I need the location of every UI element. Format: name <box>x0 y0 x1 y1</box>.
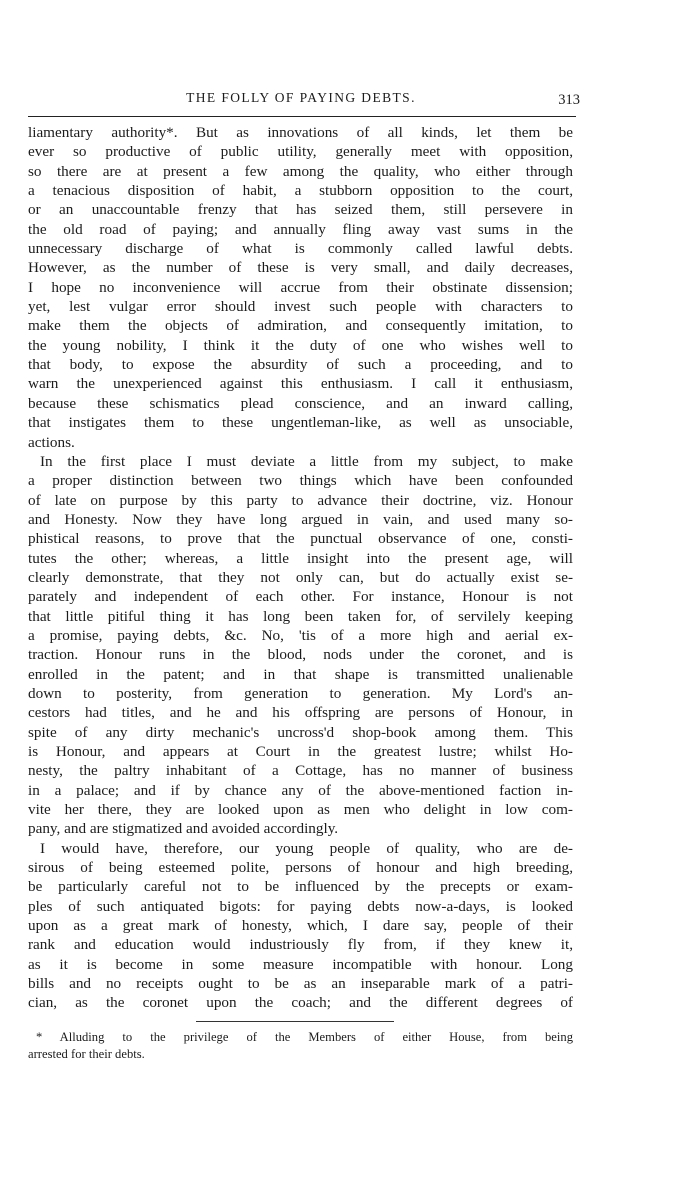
text-line: liamentary authority*. But as innovations of all kinds, let them be <box>28 124 573 141</box>
paragraph-first-line: I would have, therefore, our young people of quality, who are de- <box>40 839 573 857</box>
text-line: bills and no receipts ought to be as an inseparable mark of a patri- <box>28 975 573 993</box>
text-line: make them the objects of admiration, and consequently imitation, to <box>28 317 573 335</box>
text-line: a tenacious disposition of habit, a stubborn opposition to the court, <box>28 182 573 200</box>
footnote-line: * Alluding to the privilege of the Members of either House, from being <box>36 1030 573 1044</box>
text-line: the old road of paying; and annually fling away vast sums in the <box>28 220 573 238</box>
text-line: because these schismatics plead conscience, and an inward calling, <box>28 394 573 412</box>
text-line: of late on purpose by this party to advance their doctrine, viz. Honour <box>28 491 573 509</box>
text-line: is Honour, and appears at Court in the greatest lustre; whilst Ho- <box>28 743 573 760</box>
text-line: and Honesty. Now they have long argued in vain, and used many so- <box>28 510 573 528</box>
text-line: enrolled in the patent; and in that shape is transmitted unalienable <box>28 665 573 683</box>
text-line: a promise, paying debts, &c. No, 'tis of a more high and aerial ex- <box>28 626 573 644</box>
text-line: upon as a great mark of honesty, which, I dare say, people of their <box>28 917 573 935</box>
paragraph-end-line: pany, and are stigmatized and avoided accordingly. <box>28 820 339 838</box>
text-line: phistical reasons, to prove that the punctual observance of one, consti- <box>28 530 573 548</box>
text-line: sirous of being esteemed polite, persons of honour and high breeding, <box>28 859 573 877</box>
text-line: clearly demonstrate, that they not only can, but do actually exist se- <box>28 568 573 586</box>
text-line: a proper distinction between two things which have been confounded <box>28 472 573 490</box>
text-line: down to posterity, from generation to generation. My Lord's an- <box>28 684 573 702</box>
paragraph-end-line: actions. <box>28 433 75 451</box>
text-line: cestors had titles, and he and his offspring are persons of Honour, in <box>28 704 573 722</box>
text-line: that instigates them to these ungentleman-like, as well as unsociable, <box>28 414 573 432</box>
text-line: the young nobility, I think it the duty of one who wishes well to <box>28 336 573 354</box>
text-line: parately and independent of each other. For instance, Honour is not <box>28 588 573 606</box>
text-line: cian, as the coronet upon the coach; and the different degrees of <box>28 994 573 1012</box>
text-line: I hope no inconvenience will accrue from their obstinate dissension; <box>28 278 573 296</box>
text-line: be particularly careful not to be influenced by the precepts or exam- <box>28 878 573 896</box>
text-line: that little pitiful thing it has long been taken for, of servilely keeping <box>28 607 573 625</box>
text-line: ples of such antiquated bigots: for paying debts now-a-days, is looked <box>28 897 573 915</box>
page-number: 313 <box>558 92 580 108</box>
text-line: warn the unexperienced against this enthusiasm. I call it enthusiasm, <box>28 375 573 393</box>
text-line: However, as the number of these is very small, and daily decreases, <box>28 259 573 277</box>
paragraph-first-line: In the first place I must deviate a little from my subject, to make <box>40 452 573 470</box>
text-line: yet, lest vulgar error should invest such people with characters to <box>28 298 573 316</box>
footnote-line: arrested for their debts. <box>28 1047 145 1061</box>
text-line: or an unaccountable frenzy that has seized them, still persevere in <box>28 201 573 219</box>
body-text <box>28 123 573 1013</box>
text-line: in a palace; and if by chance any of the above-mentioned faction in- <box>28 781 573 799</box>
text-line: rank and education would industriously fly from, if they knew it, <box>28 936 573 954</box>
footnote-rule <box>196 1021 394 1022</box>
text-line: spite of any dirty mechanic's uncross'd shop-book among them. This <box>28 723 573 741</box>
footnote <box>28 1029 573 1063</box>
text-line: tutes the other; whereas, a little insight into the present age, will <box>28 549 573 567</box>
text-line: vite her there, they are looked upon as men who delight in low com- <box>28 801 573 819</box>
text-line: ever so productive of public utility, generally meet with opposition, <box>28 143 573 161</box>
running-head <box>28 88 580 112</box>
header-rule <box>28 116 576 117</box>
text-line: nesty, the paltry inhabitant of a Cottage, has no manner of business <box>28 762 573 780</box>
running-title: THE FOLLY OF PAYING DEBTS. <box>186 90 416 105</box>
text-line: unnecessary discharge of what is commonly called lawful debts. <box>28 240 573 258</box>
text-line: so there are at present a few among the quality, who either through <box>28 162 573 180</box>
text-line: traction. Honour runs in the blood, nods under the coronet, and is <box>28 646 573 664</box>
text-line: as it is become in some measure incompatible with honour. Long <box>28 955 573 973</box>
text-line: that body, to expose the absurdity of such a proceeding, and to <box>28 356 573 374</box>
